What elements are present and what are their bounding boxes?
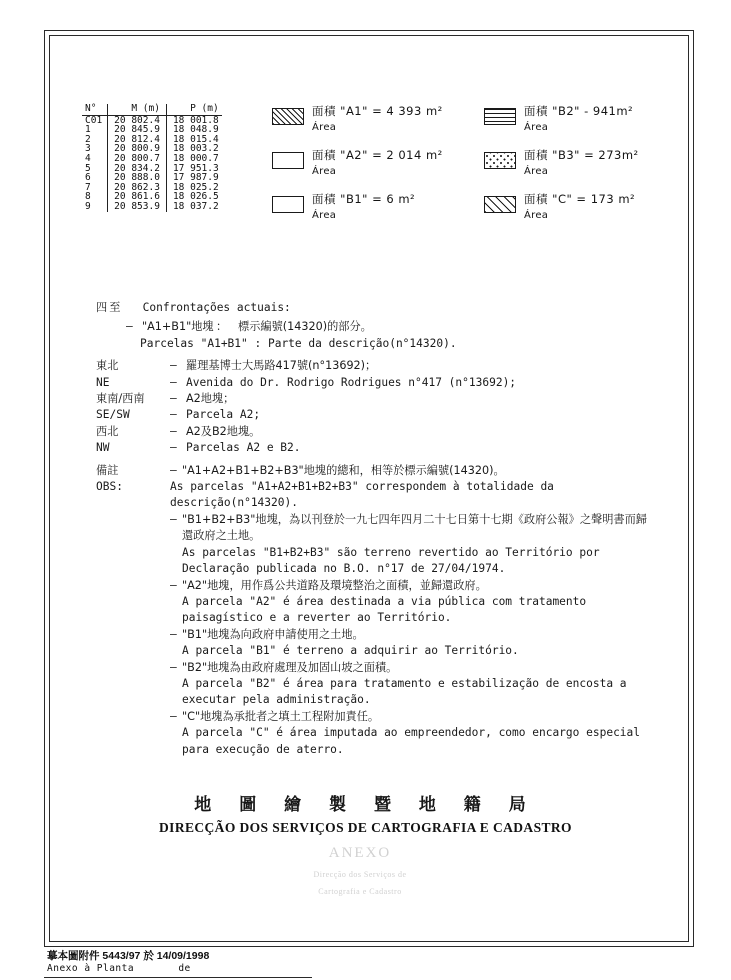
legend-label-b1 <box>312 192 415 223</box>
legend-label-b2-text: 面積 "B2" - 941m² <box>524 104 634 118</box>
watermark-line-2: Direcção dos Serviços de <box>313 870 407 879</box>
parcel-description-pt-row <box>140 336 656 352</box>
obs-item-1-pt-text: As parcelas "A1+A2+B1+B2+B3" correspondem à totalidade da descrição(n°14320). <box>170 480 554 510</box>
parcel-description-zh-label: "A1+B1"地塊 <box>142 320 214 334</box>
cell-p: 17 951.3 <box>172 162 219 174</box>
obs-item-4-pt-text: A parcela "B1" é terreno a adquirir ao Território. <box>182 644 519 658</box>
caption-date: 14/09/1998 <box>156 950 210 962</box>
dash-marker: – <box>170 578 177 592</box>
obs-item-4-pt <box>182 643 656 659</box>
legend-label-c <box>524 192 635 223</box>
department-name-zh: 地 圖 繪 製 暨 地 籍 局 <box>194 795 537 815</box>
obs-item-1-zh-text: "A1+A2+B1+B2+B3"地塊的總和，相等於標示編號(14320)。 <box>182 463 505 477</box>
issuing-department <box>0 790 731 836</box>
confrontation-nw-zh <box>96 424 656 440</box>
confrontation-value-nw-zh: A2及B2地塊。 <box>186 424 261 438</box>
confrontation-label-ne-pt: NE <box>96 375 110 389</box>
cell-p: 18 025.2 <box>172 181 219 193</box>
confrontation-sesw-pt <box>96 407 656 423</box>
obs-item-1-zh <box>170 463 656 479</box>
caption-line-pt <box>47 963 209 975</box>
cell-m: 20 834.2 <box>108 164 167 174</box>
hatch-diagonal-wide-swatch-icon <box>484 196 516 213</box>
cell-m: 20 845.9 <box>108 125 167 135</box>
watermark-line-1: ANEXO <box>328 845 392 861</box>
watermark-line-3: Cartografia e Cadastro <box>318 887 402 896</box>
legend-label-c-text: 面積 "C" = 173 m² <box>524 192 636 206</box>
dash-marker: – <box>126 320 133 334</box>
obs-item-6-zh-text: "C"地塊為承批者之填土工程附加責任。 <box>182 709 380 723</box>
obs-zh-row <box>96 463 656 479</box>
cell-m: 20 862.3 <box>108 183 167 193</box>
caption-rule-bottom <box>44 977 312 978</box>
obs-pt-first-item <box>170 479 656 512</box>
confrontation-value-ne-pt: Avenida do Dr. Rodrigo Rodrigues n°417 (n°13692); <box>186 375 517 389</box>
coordinate-table <box>82 104 222 212</box>
cell-m: 20 812.4 <box>108 135 167 145</box>
legend-sublabel-b1: Área <box>312 210 337 221</box>
cell-p: 18 048.9 <box>172 124 219 136</box>
parcel-description-zh-value-text: 標示編號(14320)的部分。 <box>238 320 372 334</box>
parcel-description-zh-row <box>126 319 656 335</box>
dotted-swatch-icon <box>484 152 516 169</box>
cell-point-id: C01 <box>82 115 108 125</box>
blank-swatch-icon <box>272 196 304 213</box>
confrontation-label-sesw-zh: 東南/西南 <box>96 392 145 406</box>
dash-marker: – <box>170 660 177 674</box>
cell-p: 18 037.2 <box>172 200 219 212</box>
cell-point-id: 6 <box>82 173 108 183</box>
obs-item-5-pt-text: A parcela "B2" é área para tratamento e estabilização de encosta a executar pela administração. <box>182 676 627 707</box>
caption-prefix-zh: 摹本圖附件 <box>47 950 100 962</box>
confrontation-nw-pt <box>96 440 656 456</box>
cell-point-id: 4 <box>82 154 108 164</box>
cell-point-id: 8 <box>82 192 108 202</box>
legend-label-a1 <box>312 104 443 135</box>
sheet-caption <box>47 950 209 975</box>
confrontation-label-nw-zh: 西北 <box>96 424 119 438</box>
legend-sublabel-b3: Área <box>524 166 549 177</box>
obs-zh-first-item <box>170 463 656 479</box>
legend-label-a1-text: 面積 "A1" = 4 393 m² <box>312 104 443 118</box>
cell-p: 18 026.5 <box>172 191 219 203</box>
confrontations-title-pt: Confrontações actuais: <box>142 301 291 314</box>
legend-label-a2 <box>312 148 443 179</box>
dash-marker: – <box>170 512 177 526</box>
confrontation-ne-pt <box>96 375 656 391</box>
hatch-diagonal-swatch-icon <box>272 108 304 125</box>
dash-marker: – <box>170 359 177 373</box>
cell-m: 20 853.9 <box>108 202 167 212</box>
confrontation-value-sesw-pt: Parcela A2; <box>186 408 261 422</box>
legend-label-b3-text: 面積 "B3" = 273m² <box>524 148 639 162</box>
cell-point-id: 5 <box>82 164 108 174</box>
dash-marker: – <box>170 375 177 389</box>
obs-item-2-zh <box>170 512 656 545</box>
blank-swatch-icon <box>272 152 304 169</box>
legend-label-b1-text: 面積 "B1" = 6 m² <box>312 192 416 206</box>
legend-label-b3 <box>524 148 639 179</box>
cell-m: 20 802.4 <box>108 115 167 125</box>
cell-point-id: 1 <box>82 125 108 135</box>
legend-sublabel-a2: Área <box>312 166 337 177</box>
cell-point-id: 2 <box>82 135 108 145</box>
cell-p: 17 987.9 <box>172 172 219 184</box>
cell-m: 20 888.0 <box>108 173 167 183</box>
obs-item-3-zh <box>170 578 656 594</box>
obs-item-2-pt <box>182 545 656 578</box>
caption-pt-de: de <box>178 963 191 974</box>
column-header-m: M (m) <box>108 104 167 115</box>
confrontations-title <box>96 300 656 316</box>
dash-marker: – <box>170 408 177 422</box>
cell-p: 18 000.7 <box>172 152 219 164</box>
department-name-pt: DIRECÇÃO DOS SERVIÇOS DE CARTOGRAFIA E CADASTRO <box>159 820 572 835</box>
confrontation-label-ne-zh: 東北 <box>96 359 119 373</box>
cell-m: 20 861.6 <box>108 192 167 202</box>
obs-item-5-zh-text: "B2"地塊為由政府處理及加固山坡之面積。 <box>182 660 398 674</box>
dash-marker: – <box>170 424 177 438</box>
obs-label-pt: OBS: <box>96 480 123 494</box>
legend-sublabel-a1: Área <box>312 122 337 133</box>
obs-item-3-pt <box>182 594 656 627</box>
confrontation-label-nw-pt: NW <box>96 441 110 455</box>
parcel-description-pt-text: Parcelas "A1+B1" : Parte da descrição(n°14320). <box>140 336 457 350</box>
obs-item-5-pt <box>182 676 656 709</box>
notes-section <box>96 300 656 758</box>
cell-m: 20 800.7 <box>108 154 167 164</box>
legend-label-b2 <box>524 104 633 135</box>
obs-item-4-zh <box>170 627 656 643</box>
obs-item-6-pt <box>182 725 656 758</box>
watermark-stamp <box>230 845 490 900</box>
obs-item-4-zh-text: "B1"地塊為向政府申請使用之土地。 <box>182 627 364 641</box>
confrontation-label-sesw-pt: SE/SW <box>96 408 130 422</box>
dash-marker: – <box>170 441 177 455</box>
legend-label-a2-text: 面積 "A2" = 2 014 m² <box>312 148 443 162</box>
cell-p: 18 003.2 <box>172 143 219 155</box>
legend-sublabel-c: Área <box>524 210 549 221</box>
confrontation-value-sesw-zh: A2地塊； <box>186 392 235 406</box>
horizontal-lines-swatch-icon <box>484 108 516 125</box>
cell-m: 20 800.9 <box>108 144 167 154</box>
column-header-n: N° <box>82 104 108 115</box>
dash-marker: – <box>170 709 177 723</box>
obs-item-3-zh-text: "A2"地塊，用作爲公共道路及環境整治之面積，並歸還政府。 <box>182 578 487 592</box>
caption-rule-top <box>44 946 312 947</box>
confrontation-value-nw-pt: Parcelas A2 e B2. <box>186 441 301 455</box>
confrontation-sesw-zh <box>96 391 656 407</box>
obs-item-2-zh-text: "B1+B2+B3"地塊，為以刊登於一九七四年四月二十七日第十七期《政府公報》之聲明書而歸還政府之土地。 <box>182 512 647 543</box>
table-row <box>82 202 222 212</box>
obs-item-6-pt-text: A parcela "C" é área imputada ao empreendedor, como encargo especial para execução de aterro. <box>182 726 641 756</box>
obs-pt-row <box>96 479 656 512</box>
cell-point-id: 9 <box>82 202 108 212</box>
table-header-row <box>82 104 222 115</box>
legend-sublabel-b2: Área <box>524 122 549 133</box>
parcel-description-zh-value: ： 標示編號(14320)的部分。 <box>216 320 372 334</box>
dash-marker: – <box>170 627 177 641</box>
caption-mid-zh: 於 <box>143 950 154 962</box>
cell-p: 18 015.4 <box>172 133 219 145</box>
obs-label-zh: 備註 <box>96 463 119 477</box>
obs-item-2-pt-text: As parcelas "B1+B2+B3" são terreno revertido ao Território por Declaração publicada no B.O. n°17 de 27/04/1974. <box>182 545 600 576</box>
obs-item-6-zh <box>170 709 656 725</box>
caption-number: 5443/97 <box>102 950 141 962</box>
caption-line-zh <box>47 950 209 962</box>
confrontations-title-zh: 四至 <box>96 301 123 314</box>
cell-p: 18 001.8 <box>172 114 219 126</box>
confrontation-value-ne-zh: 羅理基博士大馬路417號(n°13692)； <box>186 359 377 373</box>
cell-point-id: 3 <box>82 144 108 154</box>
caption-pt-text: Anexo à Planta <box>47 963 135 974</box>
obs-item-3-pt-text: A parcela "A2" é área destinada a via pública com tratamento paisagístico e a reverter ao Território. <box>182 594 587 625</box>
cell-point-id: 7 <box>82 183 108 193</box>
confrontation-ne-zh <box>96 358 656 374</box>
dash-marker: – <box>170 463 177 477</box>
dash-marker: – <box>170 392 177 406</box>
obs-item-5-zh <box>170 660 656 676</box>
column-header-p: P (m) <box>166 104 221 115</box>
